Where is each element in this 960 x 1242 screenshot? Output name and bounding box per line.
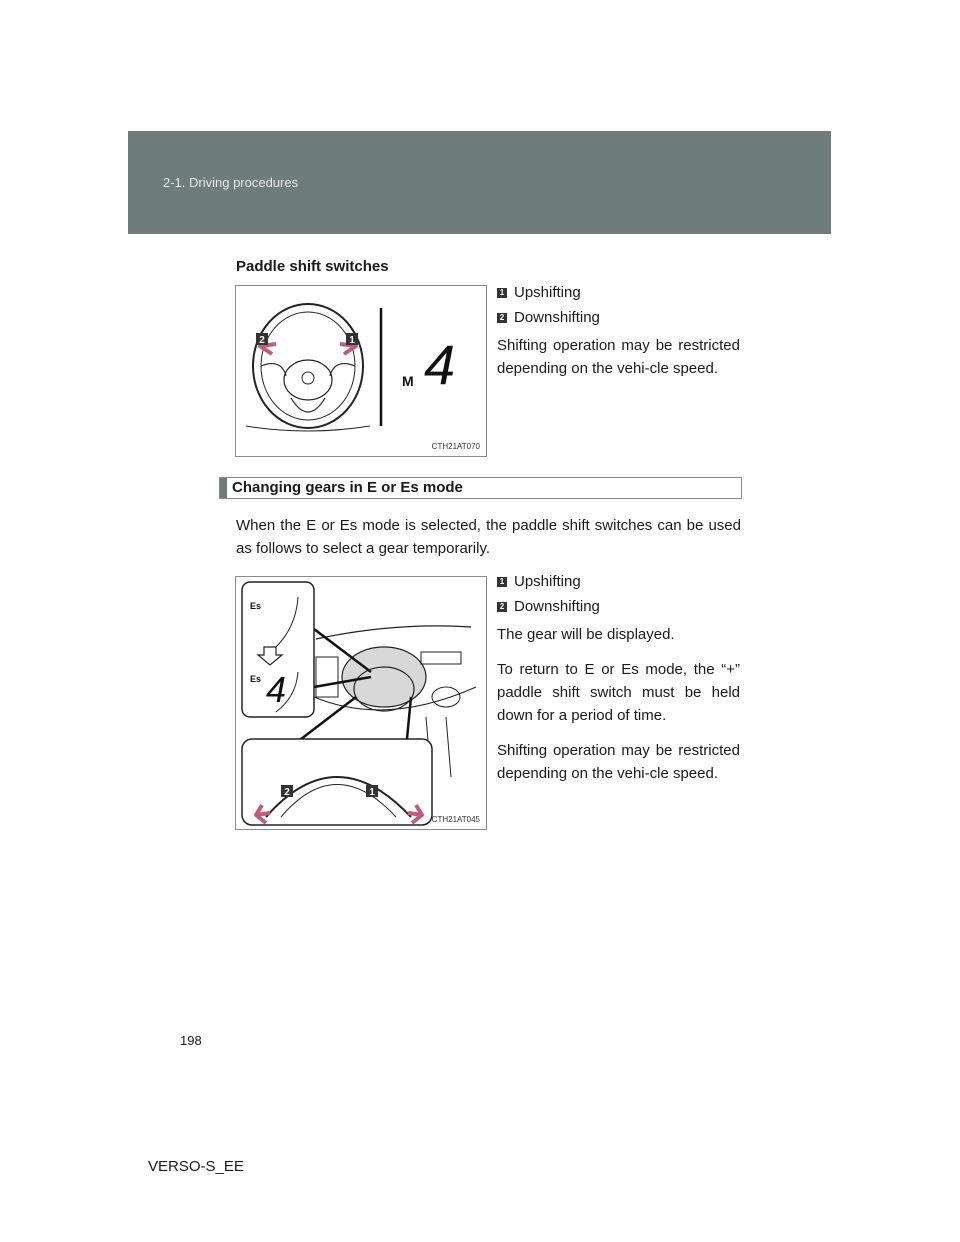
- page-header: [128, 131, 831, 234]
- shifting-restriction-note: Shifting operation may be restricted depending on the vehi-cle speed.: [497, 742, 740, 782]
- figure-code: CTH21AT070: [431, 442, 480, 451]
- legend-label: Downshifting: [514, 598, 600, 615]
- legend-label: Downshifting: [514, 309, 600, 326]
- paddle-shift-title: Paddle shift switches: [236, 258, 389, 275]
- legend-item-downshifting: [497, 305, 740, 330]
- gear-displayed-note: The gear will be displayed.: [497, 626, 675, 643]
- svg-text:2: 2: [259, 335, 265, 346]
- display-mode-bottom: Es: [250, 674, 262, 684]
- display-mode-top: Es: [250, 601, 262, 611]
- legend-item-downshifting: [497, 594, 740, 619]
- paddle-note: Shifting operation may be restricted depending on the vehi-cle speed.: [497, 337, 740, 377]
- number-badge: 2: [497, 313, 507, 323]
- svg-text:1: 1: [349, 335, 355, 346]
- e-mode-figure: [235, 576, 487, 830]
- page-number: 198: [180, 1033, 202, 1048]
- svg-text:2: 2: [284, 787, 290, 798]
- section-heading-stripe: [220, 478, 227, 498]
- legend-item-upshifting: [497, 280, 740, 305]
- number-badge: 2: [497, 602, 507, 612]
- paddle-shift-legend: [497, 280, 740, 380]
- header-section-title: 2-1. Driving procedures: [163, 175, 299, 190]
- number-badge: 1: [497, 288, 507, 298]
- return-mode-note: To return to E or Es mode, the “+” paddle shift switch must be held down for a period of time.: [497, 661, 740, 724]
- legend-item-upshifting: [497, 569, 740, 594]
- legend-label: Upshifting: [514, 573, 581, 590]
- section-body-text: When the E or Es mode is selected, the paddle shift switches can be used as follows to select a gear temporarily.: [236, 517, 741, 557]
- steering-wheel-illustration: [236, 286, 486, 456]
- e-mode-legend: [497, 569, 740, 785]
- number-badge: 1: [497, 577, 507, 587]
- paddle-shift-figure: [235, 285, 487, 457]
- display-gear-number: 4: [424, 333, 456, 396]
- svg-text:1: 1: [369, 787, 375, 798]
- figure-code: CTH21AT045: [431, 815, 480, 824]
- dashboard-illustration: [236, 577, 486, 829]
- footer-model-code: VERSO-S_EE: [148, 1158, 244, 1175]
- display-mode-letter: M: [402, 373, 414, 389]
- display-gear-number: 4: [266, 669, 287, 710]
- section-heading-title: Changing gears in E or Es mode: [232, 479, 463, 496]
- section-heading: [219, 477, 742, 499]
- legend-label: Upshifting: [514, 284, 581, 301]
